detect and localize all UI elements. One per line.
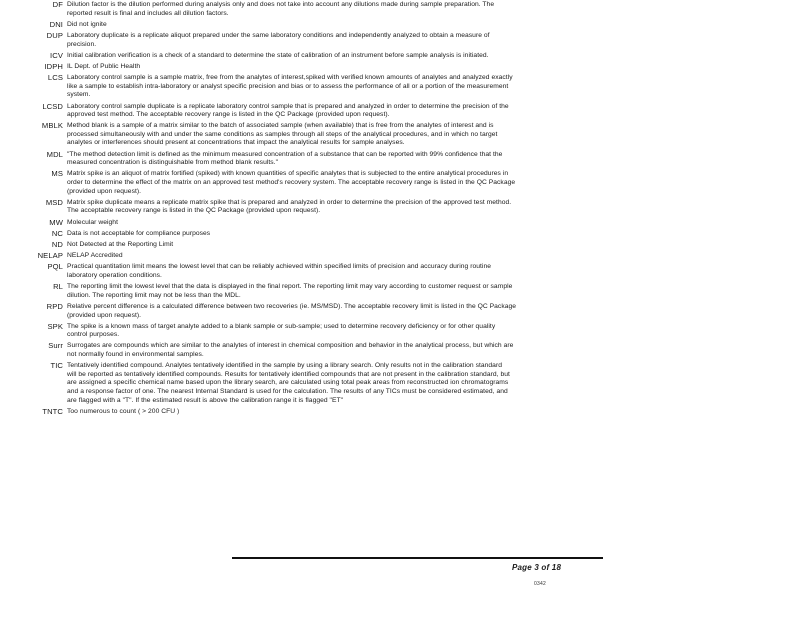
definition-line: Laboratory duplicate is a replicate aliquot prepared under the same laboratory conditions and independently analyzed to obtain a measure of xyxy=(67,31,490,39)
glossary-entry xyxy=(0,303,610,320)
glossary-term: MSD xyxy=(45,197,63,207)
glossary-definition xyxy=(67,230,610,239)
glossary-term: LCSD xyxy=(42,101,63,111)
footer-divider xyxy=(232,557,603,559)
glossary-entry xyxy=(0,219,610,228)
glossary-entry xyxy=(0,63,610,72)
page-number: Page 3 of 18 xyxy=(512,563,562,572)
glossary-term: RPD xyxy=(46,301,63,311)
definition-line: system. xyxy=(67,91,91,99)
glossary-term: NELAP xyxy=(37,251,63,261)
glossary-definition xyxy=(67,323,610,340)
definition-line: are flagged with a "T". If the estimated result is above the calibration range it is flagged "ET" xyxy=(67,396,344,404)
definition-line: like a sample to establish intra-laboratory or analyst specific precision and bias or to assess the performance of all or a portion of the measurement xyxy=(67,82,509,90)
glossary-definition xyxy=(67,219,610,228)
definition-line: (provided upon request). xyxy=(67,311,142,319)
definition-line: Data is not acceptable for compliance purposes xyxy=(67,229,211,237)
glossary-definition xyxy=(67,21,610,30)
glossary-definition xyxy=(67,151,610,168)
glossary-entry xyxy=(0,342,610,359)
glossary-term: DNI xyxy=(49,19,63,29)
definition-line: will be reported as tentatively identified compounds. Results for tentatively identified compounds that are not present in the calibration standard, but xyxy=(67,370,510,378)
definition-line: Too numerous to count ( > 200 CFU ) xyxy=(67,407,180,415)
glossary-definition xyxy=(67,32,610,49)
definition-line: Dilution factor is the dilution performed during analysis only and does not take into account any dilutions made during sample preparation. The xyxy=(67,1,495,8)
glossary-term: RL xyxy=(53,282,63,292)
glossary-definition xyxy=(67,283,610,300)
definition-line: Initial calibration verification is a check of a standard to determine the state of calibration of an instrument before sample analysis is initiated. xyxy=(67,51,489,59)
definition-line: NELAP Accredited xyxy=(67,252,123,260)
glossary-term: TNTC xyxy=(42,406,63,416)
glossary-term: PQL xyxy=(47,262,63,272)
glossary-term: NC xyxy=(51,228,63,238)
definition-line: Not Detected at the Reporting Limit xyxy=(67,240,174,248)
glossary-definition xyxy=(67,122,610,148)
glossary-term: LCS xyxy=(47,73,63,83)
glossary-term: MS xyxy=(51,169,63,179)
glossary-definition xyxy=(67,63,610,72)
glossary-entry xyxy=(0,122,610,148)
glossary-term: IDPH xyxy=(44,61,63,71)
glossary-entry xyxy=(0,408,610,417)
glossary-definition xyxy=(67,103,610,120)
definition-line: analytes or interferences should present at concentrations that impact the analytical results for sample analyses. xyxy=(67,139,405,147)
definition-line: Method blank is a sample of a matrix similar to the batch of associated sample (when available) that is free from the analytes of interest and is xyxy=(67,122,494,130)
definition-line: laboratory operation conditions. xyxy=(67,271,162,279)
glossary-entry xyxy=(0,252,610,261)
definition-line: are assigned a specific chemical name based upon the library search, are calculated using total peak areas from reconstructed ion chromatograms xyxy=(67,379,509,387)
glossary-term: MDL xyxy=(46,149,63,159)
glossary-entry xyxy=(0,151,610,168)
definition-line: Tentatively identified compound. Analytes tentatively identified in the sample by using a library search. Only results not in the calibration standard xyxy=(67,362,502,370)
definition-line: Laboratory control sample is a sample matrix, free from the analytes of interest,spiked with verified known amounts of analytes and analyzed exactly xyxy=(67,74,513,82)
glossary-entry xyxy=(0,52,610,61)
definition-line: Relative percent difference is a calculated difference between two recoveries (ie. MS/MSD). The acceptable recovery limit is listed in the QC Package xyxy=(67,302,517,310)
glossary-term: Surr xyxy=(48,341,63,351)
glossary-term: ICV xyxy=(50,50,63,60)
definition-line: Matrix spike is an aliquot of matrix fortified (spiked) with known quantities of specific analytes that is subjected to the entire analytical procedures in xyxy=(67,170,509,178)
glossary-term: DF xyxy=(52,0,63,9)
glossary-entry xyxy=(0,21,610,30)
glossary-term: DUP xyxy=(46,30,63,40)
glossary-definition xyxy=(67,74,610,100)
glossary-entry xyxy=(0,241,610,250)
glossary-definition xyxy=(67,263,610,280)
definition-line: "The method detection limit is defined as the minimum measured concentration of a substance that can be reported with 99% confidence that the xyxy=(67,150,503,158)
definition-line: reported result is final and includes all dilution factors. xyxy=(67,9,229,17)
definition-line: approved test method. The acceptable recovery range is listed in the QC Package (provided upon request). xyxy=(67,111,390,119)
definition-line: (provided upon request). xyxy=(67,187,142,195)
glossary-definition xyxy=(67,1,610,18)
glossary-entry xyxy=(0,199,610,216)
glossary-term: TIC xyxy=(50,361,63,371)
glossary-term: MW xyxy=(49,217,63,227)
definition-line: The spike is a known mass of target analyte added to a blank sample or sub-sample; used to determine recovery deficiency or for other quality xyxy=(67,322,496,330)
definition-line: and a response factor of one. The nearest Internal Standard is used for the calculation. The results of any TICs must be considered estimated, and xyxy=(67,388,508,396)
definition-line: The reporting limit the lowest level that the data is displayed in the final report. The reporting limit may vary according to customer request or sample xyxy=(67,283,513,291)
glossary-entry xyxy=(0,230,610,239)
glossary-entry xyxy=(0,32,610,49)
glossary-definition xyxy=(67,199,610,216)
glossary-term: SPK xyxy=(47,321,63,331)
glossary-term: MBLK xyxy=(41,121,63,131)
glossary-definition xyxy=(67,408,610,417)
glossary-definition xyxy=(67,362,610,405)
glossary-entry xyxy=(0,263,610,280)
definition-line: IL Dept. of Public Health xyxy=(67,62,141,70)
definition-line: Matrix spike duplicate means a replicate matrix spike that is prepared and analyzed in order to determine the precision of the approved test method. xyxy=(67,198,512,206)
definition-line: precision. xyxy=(67,40,97,48)
definition-line: Molecular weight xyxy=(67,218,118,226)
definition-line: Laboratory control sample duplicate is a replicate laboratory control sample that is prepared and analyzed in order to determine the precision of the xyxy=(67,102,509,110)
document-code: 0342 xyxy=(534,581,546,587)
definition-line: Surrogates are compounds which are similar to the analytes of interest in chemical composition and behavior in the analytical process, but which are xyxy=(67,342,514,350)
glossary-entry xyxy=(0,74,610,100)
definition-line: order to determine the effect of the matrix on an approved test method's recovery system. The acceptable recovery range is listed in the QC Package xyxy=(67,179,516,187)
definition-line: Practical quantitation limit means the lowest level that can be reliably achieved within specified limits of precision and accuracy during routine xyxy=(67,263,491,271)
definition-line: measured concentration is distinguishable from method blank results." xyxy=(67,159,279,167)
glossary-definition xyxy=(67,52,610,61)
definition-line: control purposes. xyxy=(67,331,120,339)
definition-line: Did not ignite xyxy=(67,20,107,28)
glossary-definition xyxy=(67,170,610,196)
definition-line: processed simultaneously with and under the same conditions as samples through all steps of the analytical procedures, and in which no target xyxy=(67,130,498,138)
glossary-entry xyxy=(0,362,610,405)
glossary-definition xyxy=(67,241,610,250)
definition-line: dilution. The reporting limit may not be less than the MDL. xyxy=(67,291,241,299)
glossary-definition xyxy=(67,342,610,359)
glossary-entry xyxy=(0,1,610,18)
glossary-term: ND xyxy=(51,239,63,249)
definition-line: The acceptable recovery range is listed in the QC Package (provided upon request). xyxy=(67,207,321,215)
definition-line: not normally found in environmental samples. xyxy=(67,351,204,359)
glossary-entry xyxy=(0,323,610,340)
glossary-entry xyxy=(0,283,610,300)
glossary-definition xyxy=(67,252,610,261)
glossary-entry xyxy=(0,103,610,120)
glossary-entry xyxy=(0,170,610,196)
glossary-list xyxy=(0,1,610,419)
glossary-definition xyxy=(67,303,610,320)
